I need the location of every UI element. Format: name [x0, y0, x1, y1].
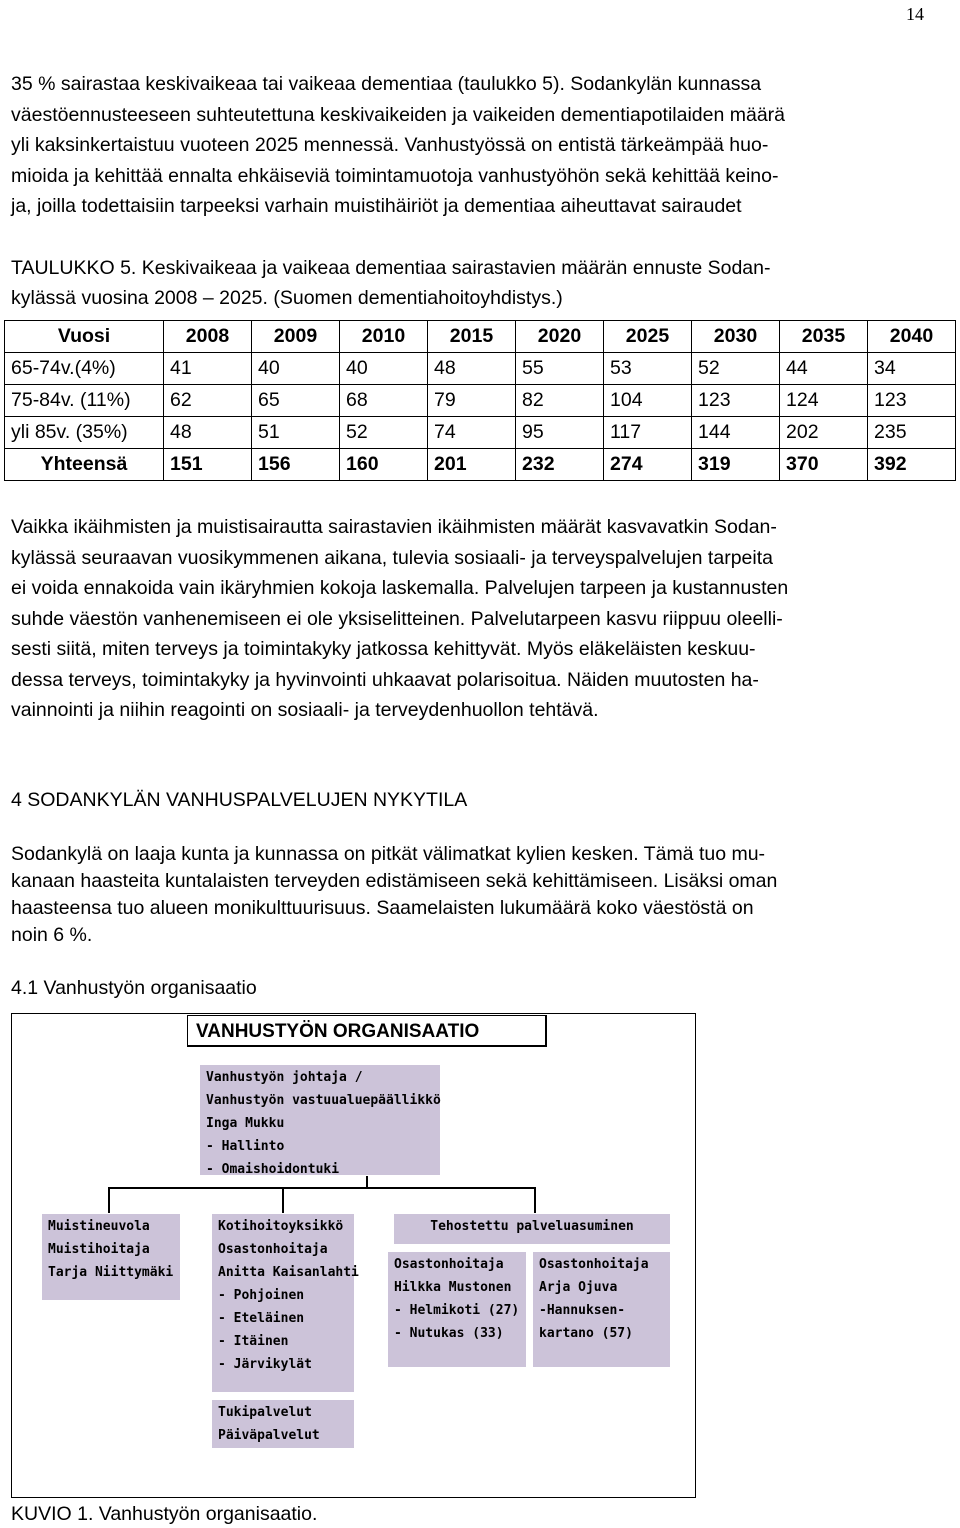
paragraph-municipality	[11, 841, 927, 949]
row-label: 75-84v. (11%)	[5, 385, 164, 417]
table-cell: 41	[164, 353, 252, 385]
org-box-home-care	[212, 1214, 359, 1392]
org-line: Hilkka Mustonen	[394, 1280, 512, 1295]
header-cell: 2010	[340, 321, 428, 353]
text-line: 35 % sairastaa keskivaikeaa tai vaikeaa dementiaa (taulukko 5). Sodankylän kunnassa	[11, 73, 762, 95]
table-cell: 48	[164, 417, 252, 449]
org-connector	[534, 1187, 536, 1213]
table-cell: 40	[340, 353, 428, 385]
figure-caption: KUVIO 1. Vanhustyön organisaatio.	[11, 1503, 318, 1525]
org-connector	[108, 1187, 536, 1189]
text-line: haasteensa tuo alueen monikulttuurisuus. Saamelaisten lukumäärä koko väestöstä on	[11, 897, 754, 919]
org-line: - Hallinto	[206, 1139, 285, 1154]
table-cell: 40	[252, 353, 340, 385]
table-cell: 235	[868, 417, 956, 449]
table-cell: 95	[516, 417, 604, 449]
header-cell: 2020	[516, 321, 604, 353]
header-cell: 2015	[428, 321, 516, 353]
table-header-row	[5, 321, 956, 353]
org-line: - Eteläinen	[218, 1311, 305, 1326]
text-line: ei voida ennakoida vain ikäryhmien kokoja laskemalla. Palvelujen tarpeen ja kustannusten	[11, 577, 789, 599]
org-line: kartano (57)	[539, 1326, 633, 1341]
header-cell: 2030	[692, 321, 780, 353]
header-cell: 2009	[252, 321, 340, 353]
org-connector	[108, 1187, 110, 1213]
table-total-row	[5, 449, 956, 481]
org-box-director	[200, 1065, 440, 1175]
table-cell: 48	[428, 353, 516, 385]
text-line: kylässä seuraavan vuosikymmenen aikana, tulevia sosiaali- ja terveyspalvelujen tarpeita	[11, 546, 773, 569]
org-line: Päiväpalvelut	[218, 1428, 320, 1443]
text-line: ja, joilla todettaisiin tarpeeksi varhain muistihäiriöt ja dementiaa aiheuttavat sairaudet	[11, 195, 742, 217]
org-line: - Pohjoinen	[218, 1288, 305, 1303]
table-cell: 65	[252, 385, 340, 417]
table-cell: 123	[692, 385, 780, 417]
text-line: dessa terveys, toimintakyky ja hyvinvointi uhkaavat polarisoitua. Näiden muutosten ha-	[11, 668, 759, 691]
org-line: Osastonhoitaja	[539, 1257, 649, 1272]
caption-line: TAULUKKO 5. Keskivaikeaa ja vaikeaa dementiaa sairastavien määrän ennuste Sodan-	[11, 257, 771, 279]
table-cell: 144	[692, 417, 780, 449]
total-cell: 319	[692, 449, 780, 481]
text-line: kanaan haasteita kuntalaisten terveyden edistämiseen sekä kehittämiseen. Lisäksi oman	[11, 870, 778, 892]
org-line: Inga Mukku	[206, 1116, 285, 1131]
table-cell: 74	[428, 417, 516, 449]
org-box-memory-clinic	[42, 1214, 180, 1300]
total-cell: 201	[428, 449, 516, 481]
header-cell: 2008	[164, 321, 252, 353]
org-line: - Omaishoidontuki	[206, 1162, 340, 1177]
org-line: - Helmikoti (27)	[394, 1303, 520, 1318]
text-line: väestöennusteeseen suhteutettuna keskivaikeiden ja vaikeiden dementiapotilaiden määrä	[11, 103, 786, 126]
table-row	[5, 417, 956, 449]
text-line: noin 6 %.	[11, 924, 93, 946]
table-cell: 68	[340, 385, 428, 417]
org-line: Tarja Niittymäki	[48, 1265, 174, 1280]
total-cell: 160	[340, 449, 428, 481]
page-number: 14	[906, 4, 924, 24]
table-cell: 79	[428, 385, 516, 417]
table-cell: 124	[780, 385, 868, 417]
org-box-intensive-unit-b	[533, 1252, 670, 1367]
org-line: - Järvikylät	[218, 1357, 312, 1372]
table-cell: 202	[780, 417, 868, 449]
table-row	[5, 385, 956, 417]
caption-line: kylässä vuosina 2008 – 2025. (Suomen dementiahoitoyhdistys.)	[11, 287, 563, 309]
table-cell: 104	[604, 385, 692, 417]
org-line: Osastonhoitaja	[218, 1242, 328, 1257]
text-line: mioida ja kehittää ennalta ehkäiseviä toimintamuotoja vanhustyöhön sekä kehittää keino-	[11, 164, 779, 187]
table-cell: 62	[164, 385, 252, 417]
dementia-forecast-table	[4, 320, 956, 481]
text-line: vainnointi ja niihin reagointi on sosiaali- ja terveydenhuollon tehtävä.	[11, 699, 599, 721]
text-line: sesti siitä, miten terveys ja toimintakyky jatkossa kehittyvät. Myös eläkeläisten keskuu-	[11, 638, 756, 660]
section-heading: 4 SODANKYLÄN VANHUSPALVELUJEN NYKYTILA	[11, 789, 468, 811]
org-line: Tukipalvelut	[218, 1405, 312, 1420]
table-caption	[11, 253, 927, 313]
org-box-support-services	[212, 1400, 354, 1448]
org-line: -Hannuksen-	[539, 1303, 626, 1318]
text-line: suhde väestön vanhenemiseen ei ole yksiselitteinen. Palvelutarpeen kasvu riippuu oleelli-	[11, 607, 783, 630]
paragraph-intro	[11, 69, 927, 222]
table-cell: 55	[516, 353, 604, 385]
subsection-heading: 4.1 Vanhustyön organisaatio	[11, 977, 257, 999]
org-line: Anitta Kaisanlahti	[218, 1265, 359, 1280]
text-line: yli kaksinkertaistuu vuoteen 2025 mennessä. Vanhustyössä on entistä tärkeämpää huo-	[11, 134, 769, 156]
org-line: Osastonhoitaja	[394, 1257, 504, 1272]
total-cell: 370	[780, 449, 868, 481]
table-cell: 52	[340, 417, 428, 449]
org-box-intensive-unit-a	[388, 1252, 526, 1367]
header-cell: Vuosi	[5, 321, 164, 353]
total-cell: 156	[252, 449, 340, 481]
table-cell: 82	[516, 385, 604, 417]
org-chart-title: VANHUSTYÖN ORGANISAATIO	[187, 1015, 547, 1047]
header-cell: 2035	[780, 321, 868, 353]
org-line: - Nutukas (33)	[394, 1326, 504, 1341]
row-label: yli 85v. (35%)	[5, 417, 164, 449]
paragraph-services	[11, 512, 927, 726]
header-cell: 2040	[868, 321, 956, 353]
table-cell: 34	[868, 353, 956, 385]
total-label: Yhteensä	[5, 449, 164, 481]
total-cell: 232	[516, 449, 604, 481]
row-label: 65-74v.(4%)	[5, 353, 164, 385]
total-cell: 274	[604, 449, 692, 481]
table-cell: 53	[604, 353, 692, 385]
table-cell: 123	[868, 385, 956, 417]
total-cell: 392	[868, 449, 956, 481]
total-cell: 151	[164, 449, 252, 481]
table-row	[5, 353, 956, 385]
org-box-intensive-housing	[394, 1214, 670, 1244]
table-cell: 117	[604, 417, 692, 449]
org-line: Vanhustyön vastuualuepäällikkö	[206, 1093, 441, 1108]
header-cell: 2025	[604, 321, 692, 353]
org-line: Vanhustyön johtaja /	[206, 1070, 363, 1085]
org-line: - Itäinen	[218, 1334, 289, 1349]
table-cell: 51	[252, 417, 340, 449]
table-cell: 52	[692, 353, 780, 385]
org-connector	[282, 1187, 284, 1213]
text-line: Vaikka ikäihmisten ja muistisairautta sairastavien ikäihmisten määrät kasvavatkin Sodan-	[11, 516, 777, 538]
org-line: Arja Ojuva	[539, 1280, 618, 1295]
table-cell: 44	[780, 353, 868, 385]
org-line: Kotihoitoyksikkö	[218, 1219, 344, 1234]
org-line: Muistihoitaja	[48, 1242, 150, 1257]
text-line: Sodankylä on laaja kunta ja kunnassa on pitkät välimatkat kylien kesken. Tämä tuo mu-	[11, 843, 766, 865]
org-line: Tehostettu palveluasuminen	[430, 1219, 634, 1234]
org-line: Muistineuvola	[48, 1219, 150, 1234]
